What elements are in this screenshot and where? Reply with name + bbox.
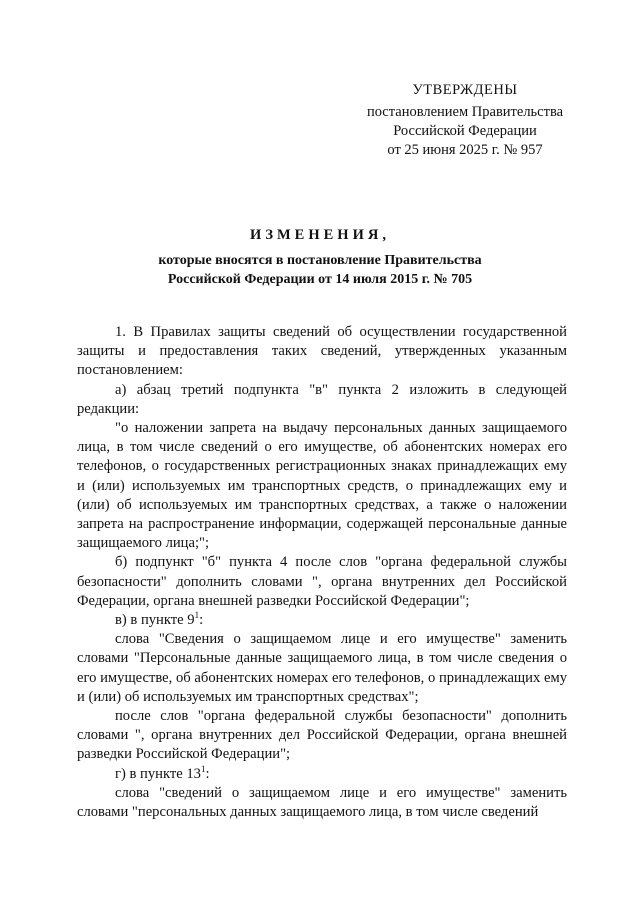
document-body [77,323,567,822]
paragraph-4: б) подпункт "б" пункта 4 после слов "органа федеральной службы безопасности" дополнить словами ", органа внутренних дел Российской Федерации, органа внешней разведки Российской Федерации"; [77,554,567,609]
paragraph-2: а) абзац третий подпункта "в" пункта 2 изложить в следующей редакции: [77,381,567,417]
document-subtitle [100,251,540,289]
approval-line-3: от 25 июня 2025 г. № 957 [387,142,543,158]
paragraph-8 [77,765,567,784]
paragraph-8-colon: : [205,765,210,782]
paragraph-5-superscript: 1 [194,610,200,621]
paragraph-8-text: г) в пункте 13 [115,765,201,782]
document-title: ИЗМЕНЕНИЯ, [250,227,390,243]
paragraph-5 [77,611,567,630]
paragraph-3: "о наложении запрета на выдачу персональных данных защищаемого лица, в том числе сведений о его имуществе, об абонентских номерах его телефонов, о государственных регистрационных знаках принадлежащих ему и (или) используемых им транспортных средств, о принадлежащих ему и (или) об используемых им транспортных средствах, а также о наложении запрета на распространение информации, содержащей персональные данные защищаемого лица;"; [77,420,567,552]
paragraph-6: слова "Сведения о защищаемом лице и его имуществе" заменить словами "Персональные данные защищаемого лица, в том числе сведения о его имуществе, об абонентских номерах его телефонов, о принадлежащих ему и (или) об используемых им транспортных средствах"; [77,631,567,705]
subtitle-line-1: которые вносятся в постановление Правительства [158,253,482,268]
paragraph-1: 1. В Правилах защиты сведений об осуществлении государственной защиты и предоставления таких сведений, утвержденных указанным постановлением: [77,324,567,379]
subtitle-line-2: Российской Федерации от 14 июля 2015 г. № 705 [167,272,473,287]
approval-line-1: постановлением Правительства [366,104,564,120]
approval-stamp [330,81,600,160]
approval-heading: УТВЕРЖДЕНЫ [412,82,518,98]
approval-line-2: Российской Федерации [393,123,537,139]
paragraph-5-colon: : [199,612,204,629]
paragraph-9: слова "сведений о защищаемом лице и его имуществе" заменить словами "персональных данных защищаемого лица, в том числе сведений [77,784,567,821]
paragraph-8-superscript: 1 [200,763,206,774]
paragraph-5-text: в) в пункте 9 [115,612,195,629]
paragraph-7: после слов "органа федеральной службы безопасности" дополнить словами ", органа внутренних дел Российской Федерации, органа внешней разведки Российской Федерации"; [77,708,567,763]
